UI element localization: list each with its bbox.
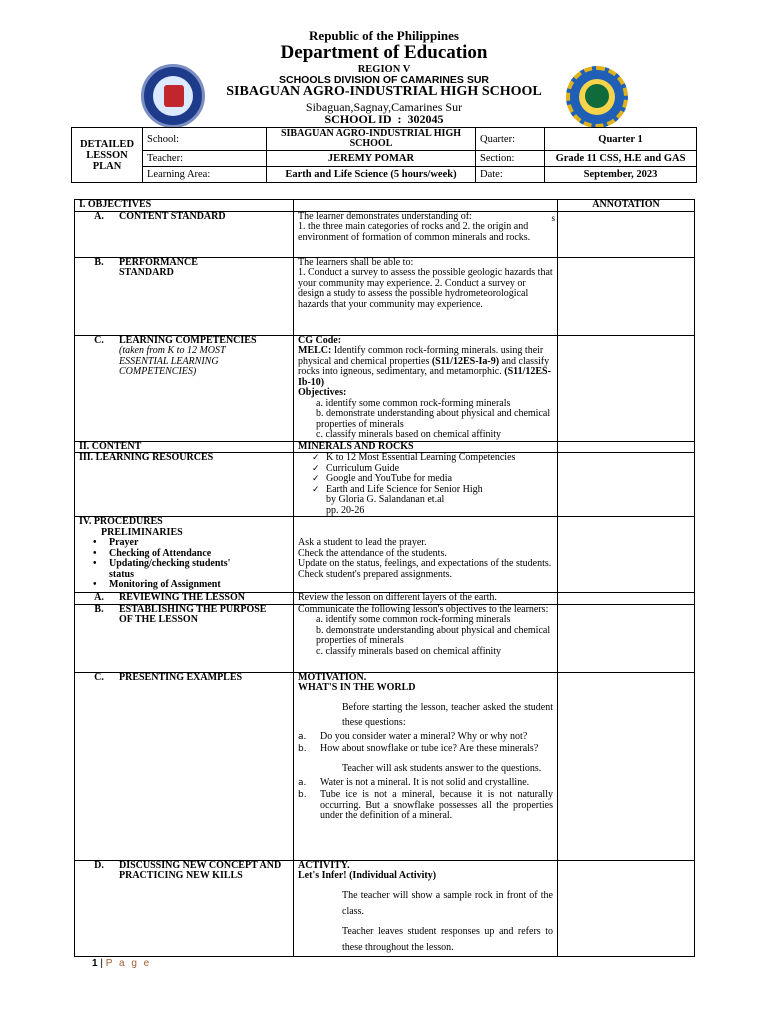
- objectives-label: Objectives:: [298, 387, 347, 398]
- quarter-value: Quarter 1: [545, 128, 697, 151]
- presenting-label: PRESENTING EXAMPLES: [119, 671, 243, 683]
- prelim-text: Update on the status, feelings, and expectations of the students.: [298, 558, 552, 569]
- school-name: SIBAGUAN AGRO-INDUSTRIAL HIGH SCHOOL: [226, 84, 542, 99]
- resources-list: [298, 453, 553, 495]
- prelim-item: • Monitoring of Assignment: [109, 580, 289, 591]
- school-id: SCHOOL ID : 302045: [324, 112, 444, 126]
- page-sep: |: [97, 958, 106, 969]
- area-value: Earth and Life Science (5 hours/week): [267, 167, 476, 183]
- prelim-text: Check the attendance of the students.: [298, 547, 447, 559]
- est-objective-b: b. demonstrate understanding about physical and chemical properties of minerals: [316, 624, 551, 646]
- annotation-heading: ANNOTATION: [558, 200, 695, 212]
- region-line: REGION V: [357, 64, 411, 75]
- division-line: SCHOOLS DIVISION OF CAMARINES SUR: [278, 74, 489, 86]
- answer-a: Water is not a mineral. It is not solid and crystalline.: [320, 776, 530, 788]
- prelim-item: • Prayer: [109, 538, 289, 549]
- section-label: Section:: [476, 151, 545, 167]
- objective-a: a. identify some common rock-forming minerals: [316, 397, 511, 409]
- area-label: Learning Area:: [143, 167, 267, 183]
- cs-intro: The learner demonstrates understanding of:: [298, 210, 472, 222]
- activity-1: The teacher will show a sample rock in front of the class.: [342, 889, 553, 917]
- school-address: Sibaguan,Sagnay,Camarines Sur: [305, 100, 463, 114]
- reviewing-label: REVIEWING THE LESSON: [119, 592, 245, 603]
- content-value: MINERALS AND ROCKS: [294, 441, 558, 453]
- dept-title: Department of Education: [280, 42, 488, 63]
- performance-standard-label: PERFORMANCE STANDARD: [119, 256, 198, 278]
- answer-b: Tube ice is not a mineral, because it is not naturally occurring. But a snowflake possesses all the properties under the definition of a mineral.: [320, 789, 553, 821]
- bullet-box: [298, 888, 342, 920]
- school-label: School:: [143, 128, 267, 151]
- prelim-item: • Checking of Attendance: [109, 549, 289, 560]
- resource-item: ✓ Earth and Life Science for Senior High: [326, 485, 553, 496]
- procedures-heading: IV. PROCEDURES: [79, 516, 163, 527]
- teacher-intro: Teacher will ask students answer to the questions.: [342, 762, 542, 774]
- melc-text-1: Identify common rock-forming minerals. using their physical and chemical properties: [298, 345, 544, 367]
- prelim-item: • Updating/checking students' status: [109, 559, 249, 580]
- melc-code-2: (S11/12ES-Ib-10): [298, 366, 551, 388]
- question-a: Do you consider water a mineral? Why or why not?: [320, 730, 528, 742]
- est-intro: Communicate the following lesson's objectives to the learners:: [298, 603, 549, 615]
- teacher-value: JEREMY POMAR: [267, 151, 476, 167]
- lesson-info-table: [71, 127, 697, 183]
- world-label: WHAT'S IN THE WORLD: [298, 682, 416, 693]
- learning-competencies-label: LEARNING COMPETENCIES: [119, 334, 257, 346]
- melc-text-2: and classify rocks into igneous, sedimentary, and metamorphic.: [298, 355, 550, 377]
- page-number: 1: [92, 958, 98, 969]
- item-key: D.: [94, 859, 104, 871]
- teacher-label: Teacher:: [143, 151, 267, 167]
- page-word: P a g e: [105, 958, 152, 969]
- content-heading: II. CONTENT: [75, 441, 294, 453]
- discussing-label: DISCUSSING NEW CONCEPT AND PRACTICING NEW KILLS: [119, 859, 282, 881]
- item-key: B.: [94, 256, 104, 268]
- cs-text: 1. the three main categories of rocks and 2. the origin and environment of formation of common minerals and rocks.: [298, 221, 531, 243]
- objective-c: c. classify minerals based on chemical affinity: [316, 429, 502, 440]
- bullet-box: [298, 924, 342, 956]
- item-key: A.: [94, 592, 104, 603]
- list-key: a.: [298, 731, 307, 742]
- item-key: C.: [94, 334, 104, 346]
- republic-line: Republic of the Philippines: [309, 28, 459, 43]
- date-label: Date:: [476, 167, 545, 183]
- resource-item: ✓ Curriculum Guide: [326, 464, 553, 475]
- establishing-label: ESTABLISHING THE PURPOSE OF THE LESSON: [119, 603, 267, 625]
- item-key: B.: [94, 603, 104, 615]
- prelim-text: Ask a student to lead the prayer.: [298, 537, 427, 548]
- list-key: b.: [298, 744, 307, 754]
- bullet-box: [298, 700, 342, 730]
- item-key: A.: [94, 210, 104, 222]
- ps-text: 1. Conduct a survey to assess the possible geologic hazards that your community may experience. 2. Conduct a survey or design a study to assess the possible hydrometeorological hazards that your community may experience.: [298, 267, 553, 310]
- list-key: a.: [298, 777, 307, 788]
- objective-b: b. demonstrate understanding about physical and chemical properties of minerals: [316, 408, 551, 430]
- cs-mark: s: [551, 212, 555, 223]
- cg-code: CG Code:: [298, 334, 342, 346]
- list-key: b.: [298, 790, 307, 800]
- question-b: How about snowflake or tube ice? Are these minerals?: [320, 743, 539, 754]
- resource-item: ✓ Google and YouTube for media: [326, 474, 553, 485]
- motivation-label: MOTIVATION.: [298, 671, 367, 683]
- content-standard-label: CONTENT STANDARD: [119, 210, 226, 222]
- bullet-box: [298, 761, 342, 776]
- section-value: Grade 11 CSS, H.E and GAS: [545, 151, 697, 167]
- est-objective-a: a. identify some common rock-forming minerals: [316, 614, 511, 625]
- school-value: SIBAGUAN AGRO-INDUSTRIAL HIGH SCHOOL: [267, 128, 476, 151]
- infer-label: Let's Infer! (Individual Activity): [298, 870, 437, 881]
- quarter-label: Quarter:: [476, 128, 545, 151]
- question-intro: Before starting the lesson, teacher asked the student these questions:: [342, 701, 553, 728]
- prelim-text: Check student's prepared assignments.: [298, 568, 452, 580]
- melc-label: MELC:: [298, 345, 332, 356]
- activity-label: ACTIVITY.: [298, 859, 350, 871]
- est-objective-c: c. classify minerals based on chemical affinity: [316, 645, 502, 657]
- item-key: C.: [94, 671, 104, 683]
- activity-2: Teacher leaves student responses up and refers to these throughout the lesson.: [342, 925, 553, 953]
- lc-note: (taken from K to 12 MOST ESSENTIAL LEARNING COMPETENCIES): [119, 345, 226, 377]
- objectives-heading: I. OBJECTIVES: [75, 200, 294, 212]
- melc-code-1: (S11/12ES-Ia-9): [431, 355, 500, 367]
- preliminaries-heading: PRELIMINARIES: [101, 526, 183, 538]
- resources-heading: III. LEARNING RESOURCES: [75, 453, 294, 517]
- reviewing-text: Review the lesson on different layers of the earth.: [294, 593, 558, 605]
- resource-pages: pp. 20-26: [326, 504, 365, 516]
- resource-item: ✓ K to 12 Most Essential Learning Competencies: [326, 453, 553, 464]
- ps-intro: The learners shall be able to:: [298, 256, 414, 268]
- resource-author: by Gloria G. Salandanan et.al: [326, 494, 445, 505]
- dlp-label: DETAILED LESSON PLAN: [72, 128, 143, 183]
- preliminaries-list: [79, 538, 289, 591]
- page-footer: [92, 958, 151, 969]
- lesson-plan-table: [74, 199, 695, 957]
- date-value: September, 2023: [545, 167, 697, 183]
